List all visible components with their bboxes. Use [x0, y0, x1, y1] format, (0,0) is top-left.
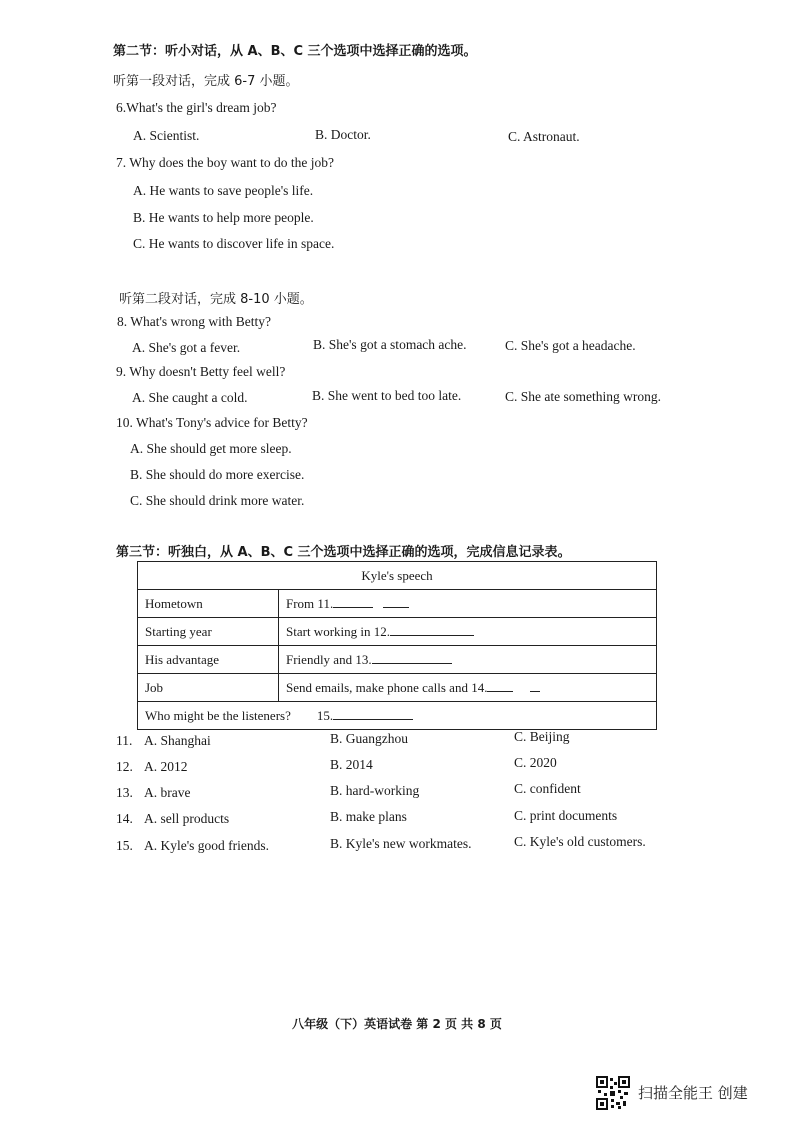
q8-option-c: C. She's got a headache.	[505, 338, 636, 353]
q13-number: 13.	[116, 785, 133, 800]
q7-option-c: C. He wants to discover life in space.	[133, 236, 335, 251]
row-value: Start working in 12.	[279, 618, 657, 646]
answer-blank-tail	[530, 679, 540, 692]
qr-code-icon	[596, 1076, 630, 1110]
scanner-brand: 扫描全能王 创建	[638, 1084, 748, 1102]
q6-option-c: C. Astronaut.	[508, 129, 580, 144]
q11-option-c: C. Beijing	[514, 729, 570, 744]
q9-option-c: C. She ate something wrong.	[505, 389, 661, 404]
kyle-speech-table	[137, 561, 657, 730]
q9-option-a: A. She caught a cold.	[132, 390, 248, 405]
q15-option-c: C. Kyle's old customers.	[514, 834, 646, 849]
row-label: His advantage	[138, 646, 279, 674]
q11-option-a: A. Shanghai	[144, 733, 211, 748]
q12-option-a: A. 2012	[144, 759, 188, 774]
table-row	[138, 674, 657, 702]
answer-blank[interactable]	[333, 707, 413, 720]
q8-option-b: B. She's got a stomach ache.	[313, 337, 467, 352]
q14-option-b: B. make plans	[330, 809, 407, 824]
section3-heading: 第三节：听独白，从 A、B、C 三个选项中选择正确的选项，完成信息记录表。	[116, 545, 571, 560]
q6-option-b: B. Doctor.	[315, 127, 371, 142]
row-value: From 11.	[279, 590, 657, 618]
q13-option-a: A. brave	[144, 785, 191, 800]
table-row	[138, 646, 657, 674]
q8-option-a: A. She's got a fever.	[132, 340, 241, 355]
q15-number: 15.	[116, 838, 133, 853]
row-value: Send emails, make phone calls and 14.	[279, 674, 657, 702]
q15-option-b: B. Kyle's new workmates.	[330, 836, 472, 851]
table-row	[138, 590, 657, 618]
q10-option-b: B. She should do more exercise.	[130, 467, 305, 482]
question-9: 9. Why doesn't Betty feel well?	[116, 364, 286, 379]
table-row	[138, 702, 657, 730]
question-10: 10. What's Tony's advice for Betty?	[116, 415, 308, 430]
question-8: 8. What's wrong with Betty?	[117, 314, 272, 329]
q11-option-b: B. Guangzhou	[330, 731, 408, 746]
q6-option-a: A. Scientist.	[133, 128, 200, 143]
q12-option-c: C. 2020	[514, 755, 557, 770]
table-title: Kyle's speech	[138, 562, 657, 590]
q7-option-b: B. He wants to help more people.	[133, 210, 314, 225]
row-listeners: Who might be the listeners? 15.	[138, 702, 657, 730]
part1-instruction: 听第一段对话，完成 6-7 小题。	[113, 74, 299, 89]
q9-option-b: B. She went to bed too late.	[312, 388, 462, 403]
answer-blank[interactable]	[390, 623, 474, 636]
question-7: 7. Why does the boy want to do the job?	[116, 155, 334, 170]
part2-instruction: 听第二段对话，完成 8-10 小题。	[119, 292, 313, 307]
q14-option-a: A. sell products	[144, 811, 230, 826]
row-label: Hometown	[138, 590, 279, 618]
answer-blank[interactable]	[487, 679, 513, 692]
table-row	[138, 618, 657, 646]
row-label: Starting year	[138, 618, 279, 646]
q10-option-a: A. She should get more sleep.	[130, 441, 292, 456]
question-6: 6.What's the girl's dream job?	[116, 100, 277, 115]
answer-blank-tail	[383, 595, 409, 608]
q14-option-c: C. print documents	[514, 808, 618, 823]
section2-heading: 第二节：听小对话，从 A、B、C 三个选项中选择正确的选项。	[113, 44, 477, 59]
q11-number: 11.	[116, 733, 133, 748]
row-value: Friendly and 13.	[279, 646, 657, 674]
q13-option-b: B. hard-working	[330, 783, 420, 798]
answer-blank[interactable]	[372, 651, 452, 664]
q15-option-a: A. Kyle's good friends.	[144, 838, 270, 853]
q7-option-a: A. He wants to save people's life.	[133, 183, 314, 198]
page-footer: 八年级（下）英语试卷 第 2 页 共 8 页	[292, 1017, 502, 1031]
q12-number: 12.	[116, 759, 133, 774]
q10-option-c: C. She should drink more water.	[130, 493, 305, 508]
q12-option-b: B. 2014	[330, 757, 373, 772]
row-label: Job	[138, 674, 279, 702]
q13-option-c: C. confident	[514, 781, 581, 796]
q14-number: 14.	[116, 811, 133, 826]
answer-blank[interactable]	[333, 595, 373, 608]
